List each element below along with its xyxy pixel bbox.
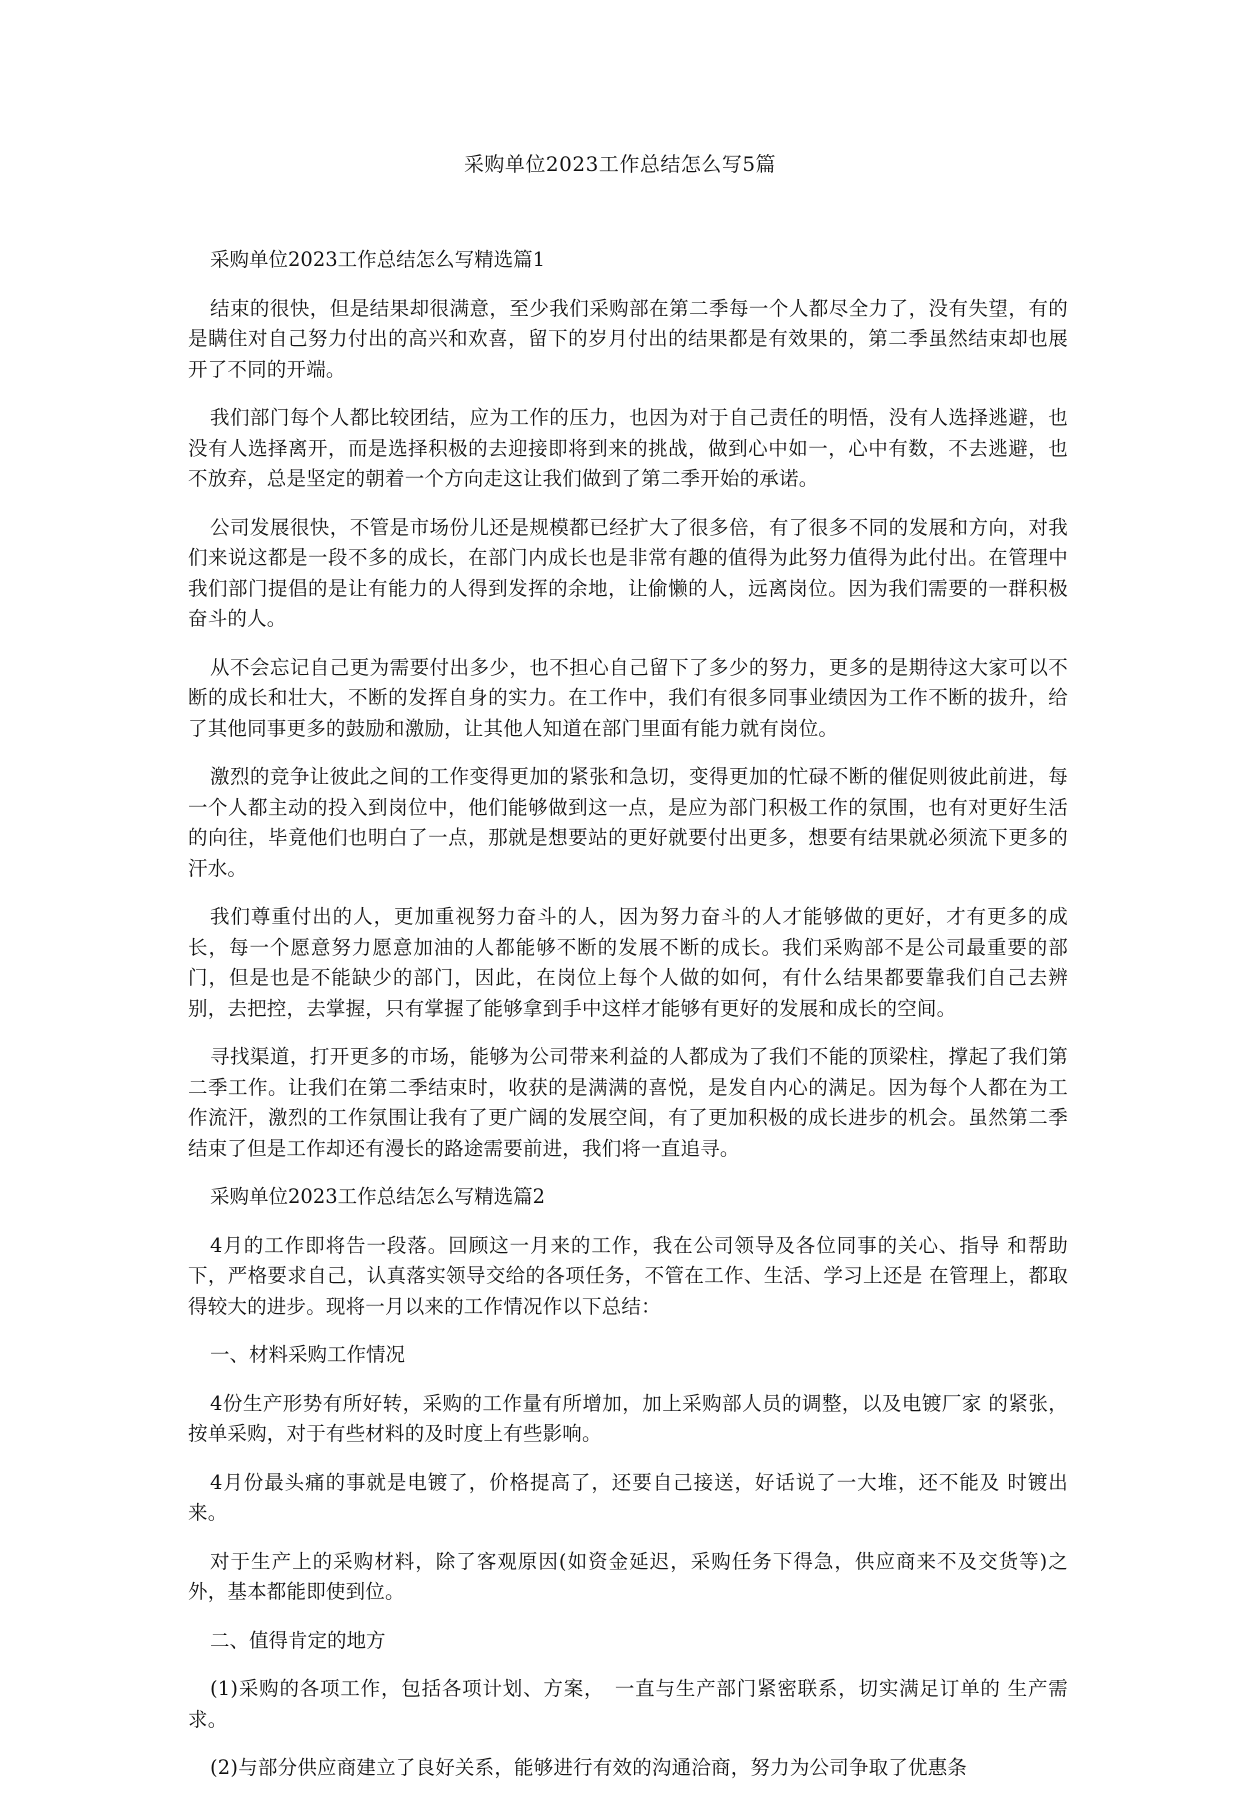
paragraph: 4月份最头痛的事就是电镀了，价格提高了，还要自己接送，好话说了一大堆，还不能及 时镀出来。 bbox=[188, 1470, 1068, 1524]
paragraph: (2)与部分供应商建立了良好关系，能够进行有效的沟通洽商，努力为公司争取了优惠条 bbox=[210, 1756, 968, 1779]
paragraph: 公司发展很快，不管是市场份儿还是规模都已经扩大了很多倍，有了很多不同的发展和方向，对我们来说这都是一段不多的成长，在部门内成长也是非常有趣的值得为此努力值得为此付出。在管理中我们部门提倡的是让有能力的人得到发挥的余地，让偷懒的人，远离岗位。因为我们需要的一群积极奋斗的人。 bbox=[188, 515, 1068, 630]
subsection-heading: 二、值得肯定的地方 bbox=[210, 1628, 386, 1652]
paragraph: 结束的很快，但是结果却很满意，至少我们采购部在第二季每一个人都尽全力了，没有失望，有的是瞒住对自己努力付出的高兴和欢喜，留下的岁月付出的结果都是有效果的，第二季虽然结束却也展开了不同的开端。 bbox=[188, 296, 1068, 381]
paragraph: 4月的工作即将告一段落。回顾这一月来的工作，我在公司领导及各位同事的关心、指导 和帮助下，严格要求自己，认真落实领导交给的各项任务，不管在工作、生活、学习上还是 在管理上，都取得较大的进步。现将一月以来的工作情况作以下总结： bbox=[188, 1233, 1068, 1318]
section-heading: 采购单位2023工作总结怎么写精选篇1 bbox=[210, 248, 546, 271]
document-title: 采购单位2023工作总结怎么写5篇 bbox=[463, 152, 777, 176]
paragraph: 寻找渠道，打开更多的市场，能够为公司带来利益的人都成为了我们不能的顶梁柱，撑起了我们第二季工作。让我们在第二季结束时，收获的是满满的喜悦，是发自内心的满足。因为每个人都在为工作流汗，激烈的工作氛围让我有了更广阔的发展空间，有了更加积极的成长进步的机会。虽然第二季结束了但是工作却还有漫长的路途需要前进，我们将一直追寻。 bbox=[188, 1045, 1068, 1160]
document-body bbox=[188, 245, 1068, 1802]
paragraph: 从不会忘记自己更为需要付出多少，也不担心自己留下了多少的努力，更多的是期待这大家可以不断的成长和壮大，不断的发挥自身的实力。在工作中，我们有很多同事业绩因为工作不断的拔升，给了其他同事更多的鼓励和激励，让其他人知道在部门里面有能力就有岗位。 bbox=[188, 655, 1068, 740]
paragraph: 激烈的竞争让彼此之间的工作变得更加的紧张和急切，变得更加的忙碌不断的催促则彼此前进，每一个人都主动的投入到岗位中，他们能够做到这一点，是应为部门积极工作的氛围，也有对更好生活的向往，毕竟他们也明白了一点，那就是想要站的更好就要付出更多，想要有结果就必须流下更多的汗水。 bbox=[188, 765, 1068, 880]
paragraph: 我们尊重付出的人，更加重视努力奋斗的人，因为努力奋斗的人才能够做的更好，才有更多的成长，每一个愿意努力愿意加油的人都能够不断的发展不断的成长。我们采购部不是公司最重要的部门，但是也是不能缺少的部门，因此，在岗位上每个人做的如何，有什么结果都要靠我们自己去辨别，去把控，去掌握，只有掌握了能够拿到手中这样才能够有更好的发展和成长的空间。 bbox=[188, 905, 1068, 1020]
section-heading: 采购单位2023工作总结怎么写精选篇2 bbox=[210, 1185, 546, 1208]
paragraph: (1)采购的各项工作，包括各项计划、方案， 一直与生产部门紧密联系，切实满足订单的 生产需求。 bbox=[188, 1677, 1068, 1731]
paragraph: 4份生产形势有所好转，采购的工作量有所增加，加上采购部人员的调整，以及电镀厂家 的紧张，按单采购，对于有些材料的及时度上有些影响。 bbox=[188, 1391, 1068, 1445]
paragraph: 我们部门每个人都比较团结，应为工作的压力，也因为对于自己责任的明悟，没有人选择逃避，也没有人选择离开，而是选择积极的去迎接即将到来的挑战，做到心中如一，心中有数，不去逃避，也不放弃，总是坚定的朝着一个方向走这让我们做到了第二季开始的承诺。 bbox=[188, 406, 1068, 490]
subsection-heading: 一、材料采购工作情况 bbox=[210, 1343, 406, 1366]
paragraph: 对于生产上的采购材料，除了客观原因(如资金延迟，采购任务下得急，供应商来不及交货等)之外，基本都能即使到位。 bbox=[188, 1549, 1068, 1603]
